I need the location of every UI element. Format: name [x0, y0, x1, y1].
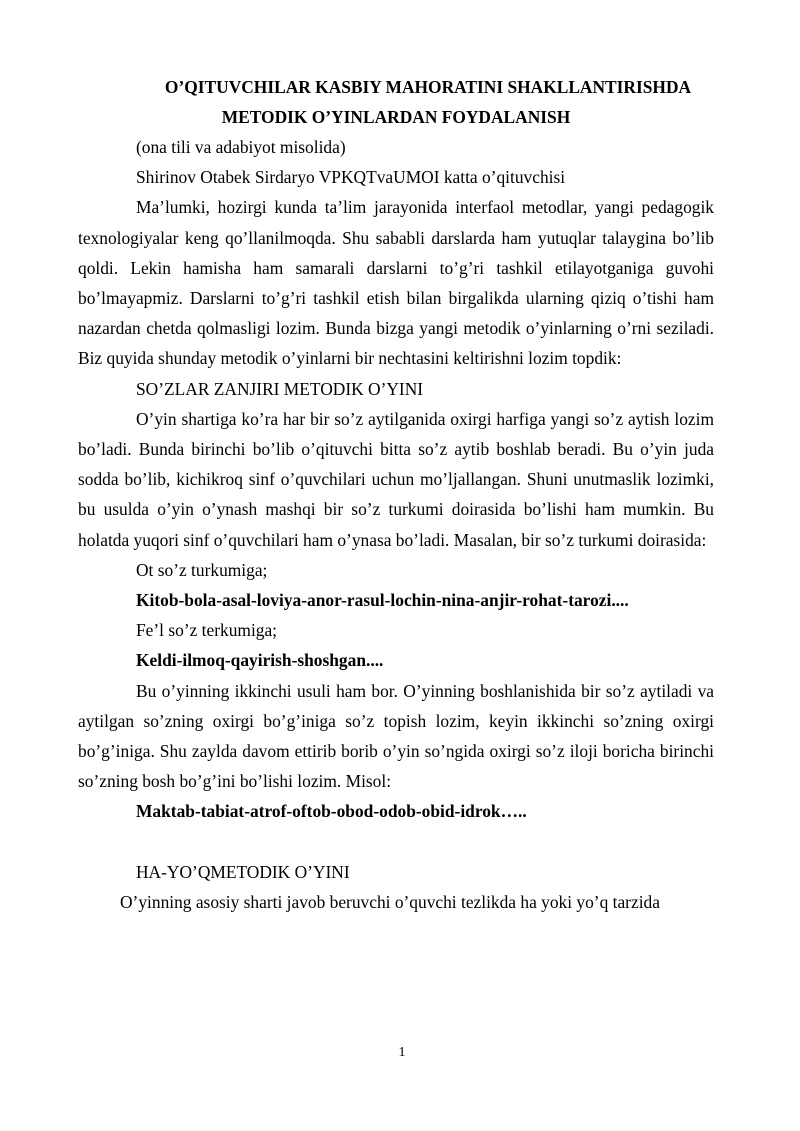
title-line-2: METODIK O’YINLARDAN FOYDALANISH: [221, 107, 571, 127]
word-chain-paragraph: O’yin shartiga ko’ra har bir so’z aytilganida oxirgi harfiga yangi so’z aytish lozim bo’ladi. Bunda birinchi bo’lib o’qituvchi bitta so’z aytib boshlab beradi. Bu o’yin juda sodda bo’lib, kichikroq sinf o’quvchilari uchun mo’ljallangan. Shuni unutmaslik lozimki, bu usulda o’yin o’ynash mashqi bir so’z turkumi doirasida bo’lishi ham mumkin. Bu holatda yuqori sinf o’quvchilari ham o’ynasa bo’ladi. Masalan, bir so’z turkumi doirasida:: [78, 408, 714, 550]
blank-line: [78, 827, 714, 857]
author-line: Shirinov Otabek Sirdaryo VPKQTvaUMOI katta o’qituvchisi: [136, 167, 566, 188]
verb-label: Fe’l so’z terkumiga;: [136, 620, 278, 641]
noun-example: Kitob-bola-asal-loviya-anor-rasul-lochin-nina-anjir-rohat-tarozi....: [136, 590, 629, 611]
intro-paragraph: Ma’lumki, hozirgi kunda ta’lim jarayonida interfaol metodlar, yangi pedagogik texnologiyalar keng qo’llanilmoqda. Shu sababli darslarda ham yutuqlar talaygina bo’lib qoldi. Lekin hamisha ham samarali darslarni to’g’ri tashkil etilayotganiga guvohi bo’lmayapmiz. Darslarni to’g’ri tashkil etish bilan birgalikda ularning qiziq o’tishi ham nazardan chetda qolmasligi lozim. Bunda bizga yangi metodik o’yinlarning o’rni seziladi. Biz quyida shunday metodik o’yinlarni bir nechtasini keltirishni lozim topdik:: [78, 197, 714, 369]
noun-label: Ot so’z turkumiga;: [136, 559, 268, 580]
document-page: [78, 72, 714, 917]
syllable-example: Maktab-tabiat-atrof-oftob-obod-odob-obid-idrok…..: [136, 801, 527, 822]
yes-no-paragraph: O’yinning asosiy sharti javob beruvchi o’quvchi tezlikda ha yoki yo’q tarzida: [120, 891, 660, 912]
document-title: [78, 72, 714, 132]
verb-example: Keldi-ilmoq-qayirish-shoshgan....: [136, 650, 384, 671]
section-heading-yes-no: HA-YO’QMETODIK O’YINI: [136, 861, 350, 882]
subtitle: (ona tili va adabiyot misolida): [136, 137, 346, 157]
title-line-1: O’QITUVCHILAR KASBIY MAHORATINI SHAKLLANTIRISHDA: [164, 77, 692, 97]
section-heading-word-chain: SO’ZLAR ZANJIRI METODIK O’YINI: [136, 378, 424, 399]
second-method-paragraph: Bu o’yinning ikkinchi usuli ham bor. O’yinning boshlanishida bir so’z aytiladi va aytilgan so’zning oxirgi bo’g’iniga so’z topish lozim, keyin ikkinchi so’zning oxirgi bo’g’iniga. Shu zaylda davom ettirib borib o’yin so’ngida oxirgi so’z iloji boricha birinchi so’zning bosh bo’g’ini bo’lishi lozim. Misol:: [78, 680, 714, 792]
page-number: 1: [398, 1045, 406, 1060]
